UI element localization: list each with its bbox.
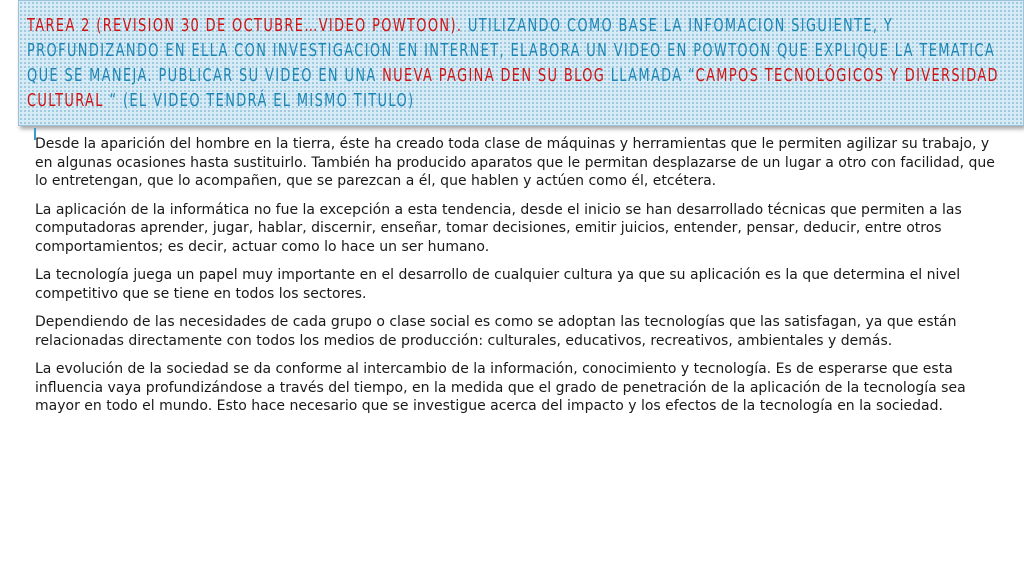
paragraph-3: La tecnología juega un papel muy importante en el desarrollo de cualquier cultura ya que su aplicación es la que determina el nivel competitivo que se tiene en todos los sectores. — [35, 267, 961, 302]
title-segment-instructions: UTILIZANDO COMO BASE LA INFOMACION SIGUIENTE, Y PROFUNDIZANDO EN ELLA CON INVESTIGACION EN INTERNET, ELABORA UN VIDEO EN POWTOON QUE EXPLIQUE LA TEMATICA QUE SE MANEJA. PUBLICAR SU VIDEO EN UNA — [27, 15, 996, 86]
title-segment-called: LLAMADA “ — [610, 65, 696, 86]
slide-body — [35, 135, 1005, 426]
title-segment-new-page: NUEVA PAGINA DEN SU BLOG — [382, 65, 611, 86]
title-box — [18, 0, 1024, 126]
title-segment-task: TAREA 2 (REVISION 30 DE OCTUBRE…VIDEO POWTOON). — [27, 15, 468, 36]
title-segment-note: “ (EL VIDEO TENDRÁ EL MISMO TITULO) — [103, 90, 415, 111]
paragraph-4: Dependiendo de las necesidades de cada grupo o clase social es como se adoptan las tecnologías que las satisfagan, ya que están relacionadas directamente con todos los medios de producción: culturales, educativos, recreativos, ambientales y demás. — [35, 314, 957, 349]
slide-title — [27, 13, 1006, 113]
paragraph-1: Desde la aparición del hombre en la tierra, éste ha creado toda clase de máquinas y herramientas que le permiten agilizar su trabajo, y en algunas ocasiones hasta sustituirlo. También ha producido aparatos que le permitan desplazarse de un lugar a otro con facilidad, que lo entretengan, que lo acompañen, que se parezcan a él, que hablen y actúen como él, etcétera. — [35, 136, 995, 189]
title-segment-topic: CAMPOS TECNOLÓGICOS Y DIVERSIDAD CULTURAL — [27, 65, 999, 111]
paragraph-5: La evolución de la sociedad se da conforme al intercambio de la información, conocimiento y tecnología. Es de esperarse que esta influencia vaya profundizándose a través del tiempo, en la medida que el grado de penetración de la aplicación de la tecnología sea mayor en todo el mundo. Esto hace necesario que se investigue acerca del impacto y los efectos de la tecnología en la sociedad. — [35, 361, 966, 414]
paragraph-2: La aplicación de la informática no fue la excepción a esta tendencia, desde el inicio se han desarrollado técnicas que permiten a las computadoras aprender, jugar, hablar, discernir, enseñar, tomar decisiones, emitir juicios, entender, pensar, deducir, entre otros comportamientos; es decir, actuar como lo hace un ser humano. — [35, 201, 962, 255]
